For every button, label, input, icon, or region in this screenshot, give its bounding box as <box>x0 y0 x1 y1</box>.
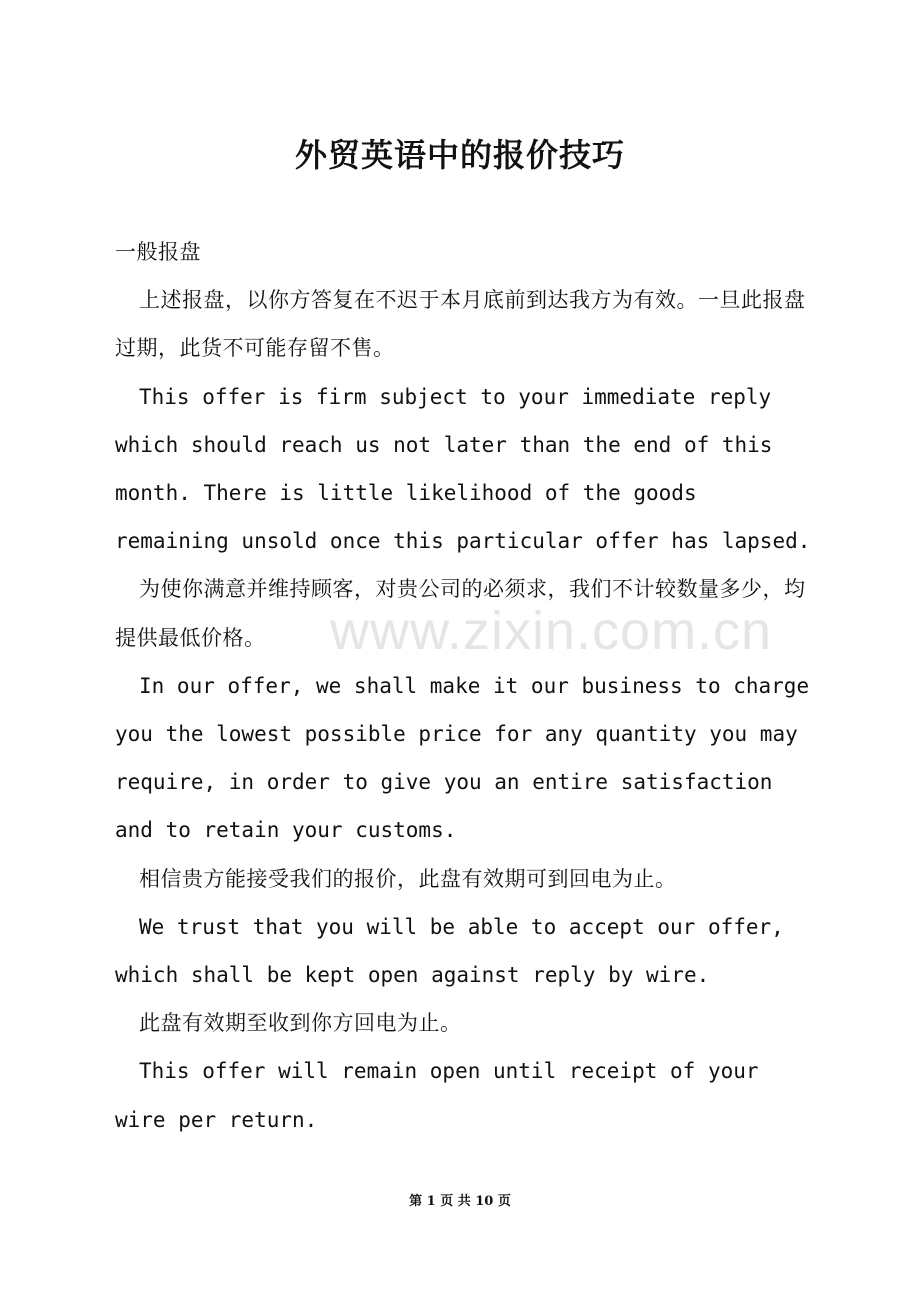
watermark: www.zixin.com.cn <box>330 601 773 661</box>
paragraph-cn: 此盘有效期至收到你方回电为止。 <box>139 1011 462 1036</box>
section-heading: 一般报盘 <box>115 240 201 264</box>
paragraph-cn: 相信贵方能接受我们的报价，此盘有效期可到回电为止。 <box>139 866 677 891</box>
paragraph-en: This offer is firm subject to your immediate reply which should reach us not later than the end of this month. There is little likelihood of the goods remaining unsold once this particular offer has lapsed. <box>115 384 811 554</box>
paragraph-en: In our offer, we shall make it our business to charge you the lowest possible price for any quantity you may require, in order to give you an entire satisfaction and to retain your customs. <box>115 673 822 843</box>
document-title: 外贸英语中的报价技巧 <box>294 136 625 174</box>
paragraph-en: This offer will remain open until receipt of your wire per return. <box>115 1059 772 1132</box>
paragraph-cn: 上述报盘，以你方答复在不迟于本月底前到达我方为有效。一旦此报盘过期，此货不可能存留不售。 <box>115 288 806 361</box>
paragraph-en: We trust that you will be able to accept our offer, which shall be kept open against reply by wire. <box>115 914 797 988</box>
document-body <box>115 228 822 1144</box>
paragraph-cn: 为使你满意并维持顾客，对贵公司的必须求，我们不计较数量多少，均提供最低价格。 <box>115 577 806 650</box>
page-footer: 第 1 页 共 10 页 <box>409 1194 511 1209</box>
